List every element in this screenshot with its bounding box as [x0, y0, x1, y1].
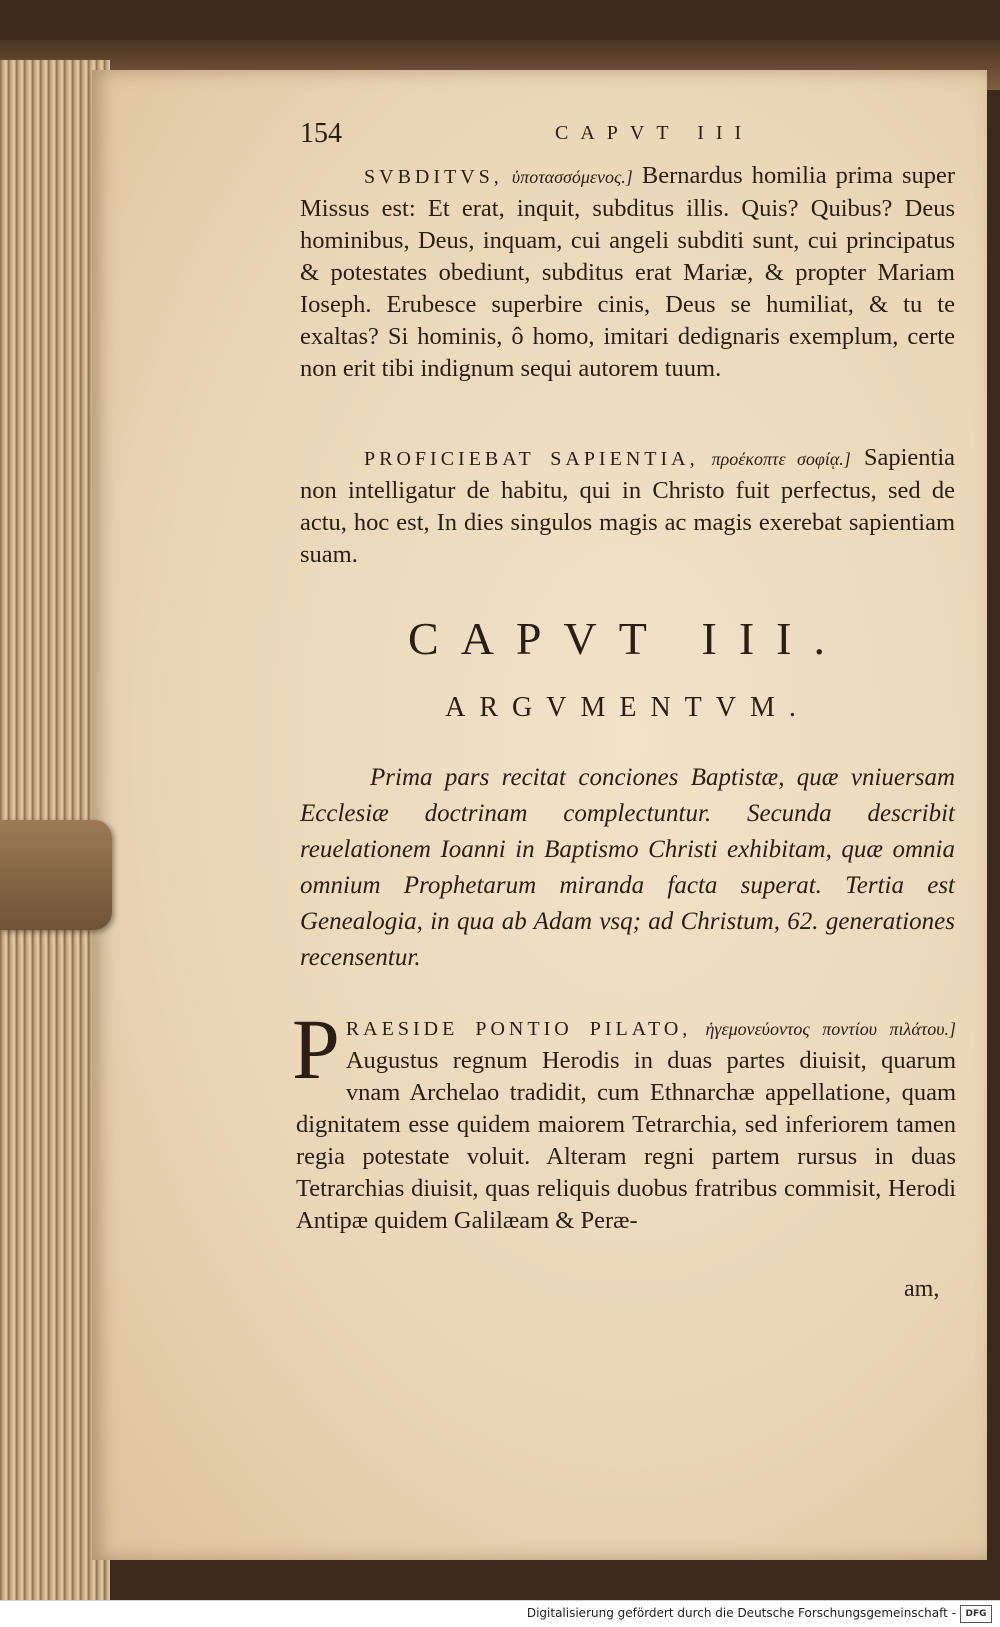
paragraph-text: Augustus regnum Herodis in duas partes diuisit, quarum vnam Archelao tradidit, cum Ethnarchæ appellatione, quam dignitatem esse quidem maiorem Tetrarchia, sed inferiorem tamen regia potestate voluit. Alteram regni partem rursus in duas Tetrarchias diuisit, quas reliquis duobus fratribus commisit, Herodi Antipæ quidem Galilæam & Peræ-: [296, 1047, 956, 1234]
argument-text: Prima pars recitat conciones Baptistæ, quæ vniuersam Ecclesiæ doctrinam complectuntur. Secunda describit reuelationem Ioanni in Baptismo Christi exhibitam, quæ omnia omnium Prophetarum miranda facta superat. Tertia est Genealogia, in qua ab Adam vsq; ad Christum, 62. generationes recensentur.: [300, 764, 955, 971]
drop-cap: P: [292, 1001, 340, 1097]
paragraph-text: Sapientia non intelligatur de habitu, qui in Christo fuit perfectus, sed de actu, hoc est, In dies singulos magis ac magis exerebat sapientiam suam.: [300, 444, 955, 568]
chapter-title: CAPVT III.: [408, 613, 847, 664]
running-head: [300, 118, 960, 148]
running-title: CAPVT III: [555, 122, 754, 144]
footer-bar: [0, 1600, 1000, 1627]
book-clasp-strap: [0, 820, 112, 930]
greek-gloss-praeside: ἡγεμονεύοντος ποντίου πιλάτου.]: [705, 1019, 956, 1039]
argument-title: ARGVMENTVM.: [445, 692, 810, 723]
catchword: am,: [904, 1276, 940, 1302]
funding-credit: Digitalisierung gefördert durch die Deutsche Forschungsgemeinschaft -: [526, 1606, 956, 1620]
paragraph-subditus: [300, 160, 955, 385]
lemma-proficiebat: PROFICIEBAT SAPIENTIA,: [364, 448, 699, 470]
lemma-praeside: RAESIDE PONTIO PILATO,: [345, 1018, 692, 1040]
paragraph-proficiebat: [300, 442, 955, 571]
page-number: 154: [300, 118, 342, 149]
greek-gloss-subditus: ὑποτασσόμενος.]: [511, 167, 633, 187]
greek-gloss-proficiebat: προέκοπτε σοφίᾳ.]: [711, 449, 851, 469]
paragraph-text: Bernardus homilia prima super Missus est: Et erat, inquit, subditus illis. Quis? Quibus? Deus hominibus, Deus, inquam, cui angeli subditi sunt, cui principatus & potestates obediunt, subditus erat Mariæ, & propter Mariam Ioseph. Erubesce superbire cinis, Deus se humiliat, & tu te exaltas? Si hominis, ô homo, imitari dedignaris exemplum, certe non erit tibi indignum sequi autorem tuum.: [300, 162, 956, 382]
lemma-subditus: SVBDITVS,: [364, 166, 503, 188]
dfg-logo: DFG: [960, 1605, 992, 1623]
paragraph-praeside: [292, 1001, 956, 1237]
